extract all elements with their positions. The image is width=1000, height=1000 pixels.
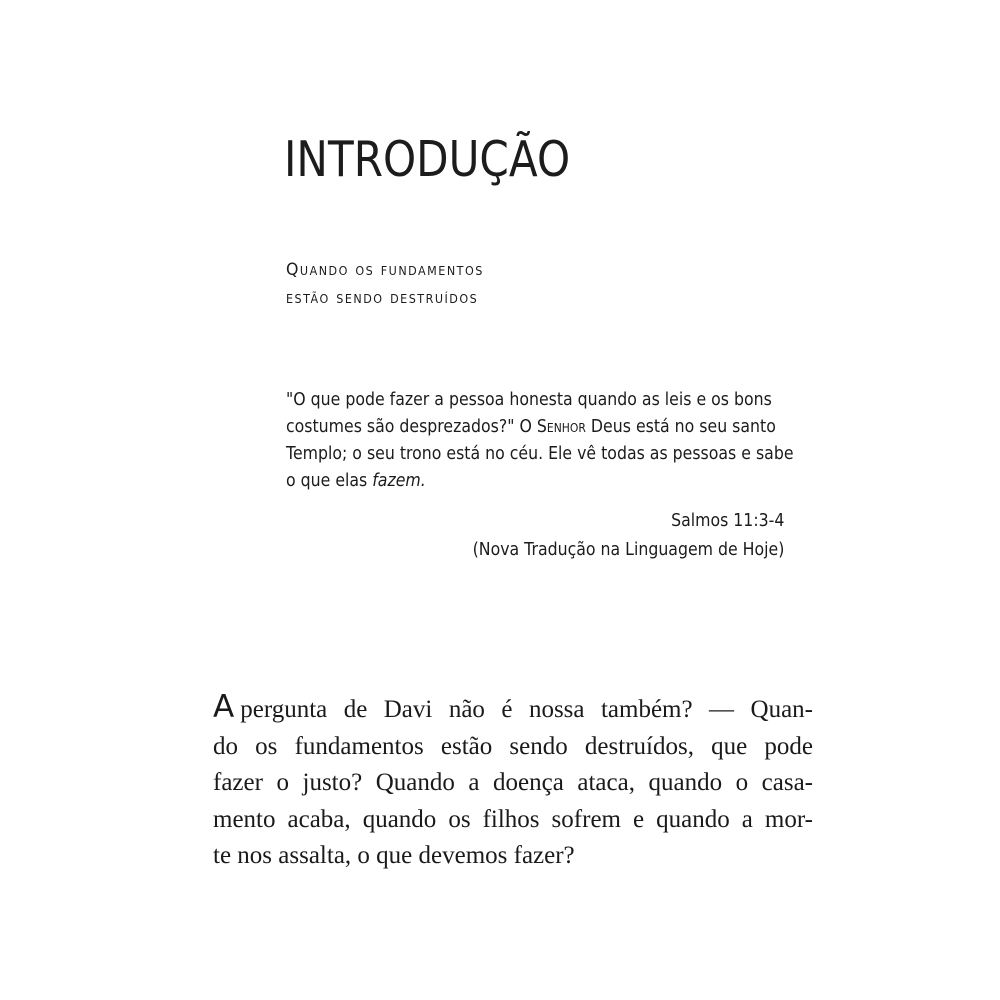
body-line: te nos assalta, o que devemos fazer?	[213, 842, 575, 869]
epigraph-line	[286, 468, 790, 495]
body-line: mento acaba, quando os filhos sofrem e quando a mor-	[213, 805, 813, 833]
epigraph-citation	[472, 507, 784, 565]
citation-version: (Nova Tradução na Linguagem de Hoje)	[472, 540, 784, 560]
epigraph-emphasis: fazem.	[372, 471, 426, 491]
body-text: pergunta de Davi não é nossa também? — Quan-	[240, 696, 813, 723]
chapter-subtitle	[286, 256, 484, 312]
body-line: fazer o justo? Quando a doença ataca, quando o casa-	[213, 769, 813, 796]
drop-cap: A	[213, 689, 235, 725]
epigraph-text: o que elas	[286, 471, 373, 491]
epigraph-text: Deus está no seu santo	[585, 417, 776, 437]
chapter-title: INTRODUÇÃO	[284, 131, 571, 188]
epigraph-line	[286, 414, 790, 441]
body-line: do os fundamentos estão sendo destruídos, que pode	[213, 732, 813, 760]
epigraph-quote	[286, 387, 794, 495]
epigraph-line: Templo; o seu trono está no céu. Ele vê todas as pessoas e sabe	[286, 444, 794, 464]
epigraph-text: costumes são desprezados?" O	[286, 417, 537, 437]
citation-reference: Salmos 11:3-4	[670, 511, 784, 531]
subtitle-line: Quando os fundamentos	[286, 260, 484, 280]
body-line	[213, 689, 813, 729]
epigraph-line: "O que pode fazer a pessoa honesta quando as leis e os bons	[286, 390, 772, 410]
body-paragraph	[213, 689, 813, 875]
subtitle-line: estão sendo destruídos	[286, 288, 479, 308]
epigraph-lord: Senhor	[536, 417, 586, 437]
